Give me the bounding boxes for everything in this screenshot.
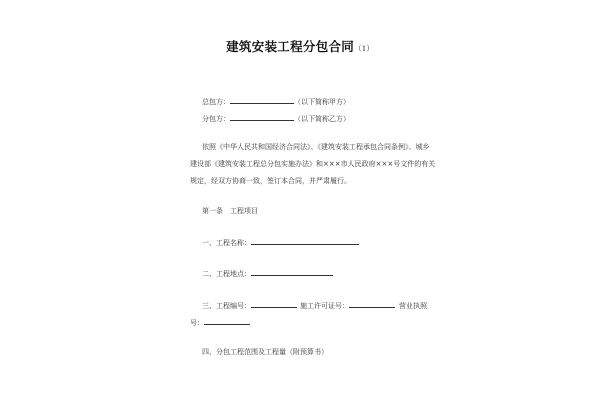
document-title: 建筑安装工程分包合同 bbox=[226, 39, 355, 54]
party-general-note: （以下简称甲方） bbox=[294, 98, 350, 106]
item-1-line bbox=[202, 237, 359, 248]
item-1-label: 一、工程名称： bbox=[202, 239, 251, 247]
preamble-line-3: 规定，经双方协商一致，签订本合同，并严肃履行。 bbox=[190, 177, 351, 185]
party-sub-line bbox=[202, 113, 350, 124]
item-3-line bbox=[202, 300, 427, 311]
item-3-license-blank bbox=[204, 317, 250, 325]
party-sub-label: 分包方： bbox=[202, 115, 230, 123]
article-1-heading: 第一条 工程项目 bbox=[202, 207, 258, 215]
party-general-blank bbox=[230, 96, 294, 104]
document-title-block bbox=[0, 37, 600, 55]
item-3-license-label-cont: 号： bbox=[190, 319, 204, 327]
party-sub-blank bbox=[230, 113, 294, 121]
item-2-blank bbox=[251, 268, 333, 276]
item-2-label: 二、工程地点： bbox=[202, 270, 251, 278]
party-sub-note: （以下简称乙方） bbox=[294, 115, 350, 123]
preamble-line-1: 依照《中华人民共和国经济合同法》、《建筑安装工程承包合同条例》、城乡 bbox=[202, 143, 430, 151]
item-4-line: 四、分包工程范围及工程量（附预算书） bbox=[202, 348, 328, 356]
item-2-line bbox=[202, 268, 333, 279]
party-general-line bbox=[202, 96, 350, 107]
party-general-label: 总包方： bbox=[202, 98, 230, 106]
item-3-license-label: 营业执照 bbox=[399, 302, 427, 310]
preamble-line-2: 建设部《建筑安装工程总分包实施办法》和×××市人民政府×××号文件的有关 bbox=[190, 160, 436, 168]
item-3-permit-label: 施工许可证号： bbox=[300, 302, 349, 310]
item-3-label: 三、工程编号： bbox=[202, 302, 251, 310]
item-3-line-cont bbox=[190, 317, 250, 328]
document-title-suffix: （1） bbox=[354, 44, 374, 53]
item-1-blank bbox=[251, 237, 359, 245]
item-3-permit-blank bbox=[349, 300, 395, 308]
item-3-number-blank bbox=[251, 300, 297, 308]
